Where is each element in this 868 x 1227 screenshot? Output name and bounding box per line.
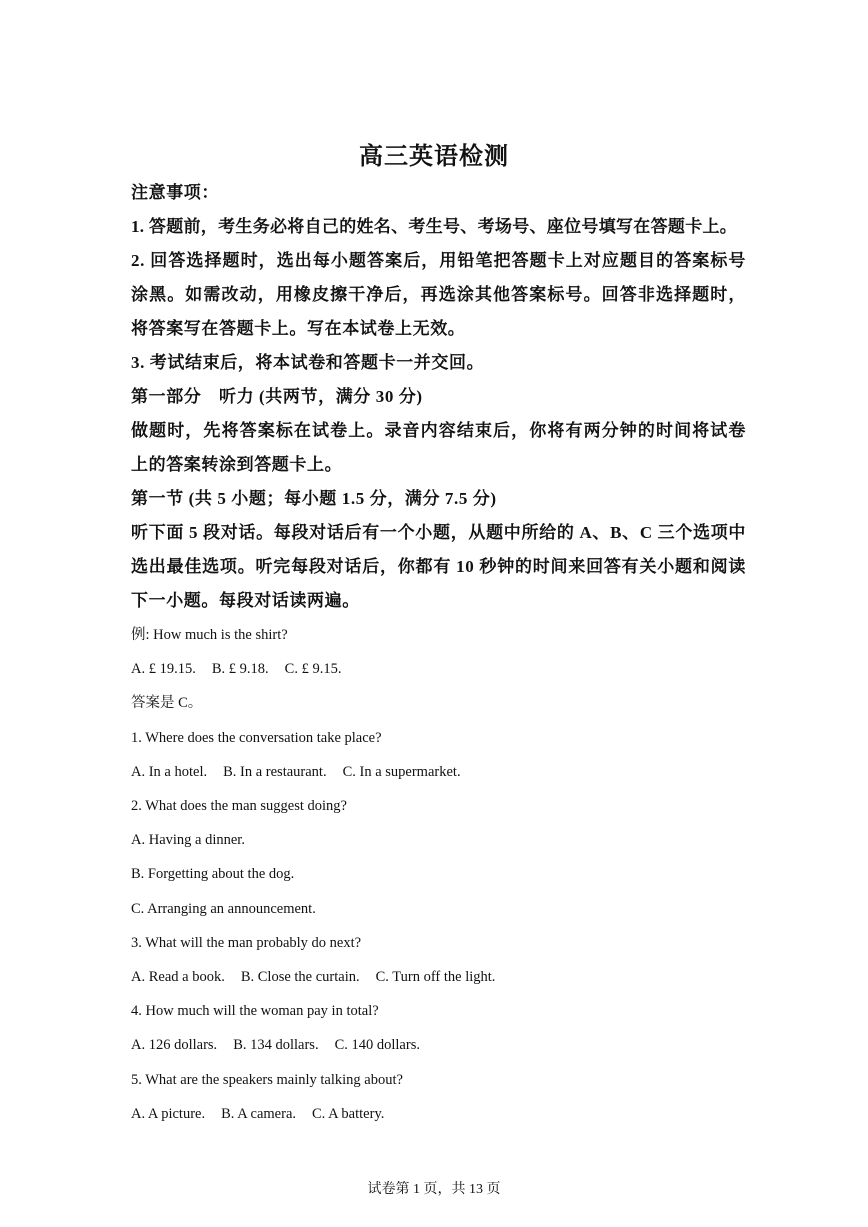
notice-item-1: 1. 答题前，考生务必将自己的姓名、考生号、考场号、座位号填写在答题卡上。	[131, 217, 738, 236]
notice-item-2: 2. 回答选择题时，选出每小题答案后，用铅笔把答题卡上对应题目的答案标号涂黑。如需改动，用橡皮擦干净后，再选涂其他答案标号。回答非选择题时，将答案写在答题卡上。写在本试卷上无效。	[131, 251, 746, 338]
option-a: A. Read a book.	[131, 969, 225, 986]
option-a: A. £ 19.15.	[131, 661, 196, 678]
option-c: C. A battery.	[312, 1105, 385, 1122]
exam-content	[131, 176, 746, 1131]
option-a: A. 126 dollars.	[131, 1037, 218, 1054]
example-answer: 答案是 C。	[131, 695, 203, 712]
option-b: B. Close the curtain.	[240, 969, 360, 986]
section1-heading: 第一节 (共 5 小题；每小题 1.5 分，满分 7.5 分)	[131, 489, 497, 508]
option-b: B. 134 dollars.	[233, 1037, 319, 1054]
question-5-options	[131, 1097, 746, 1131]
part1-instructions: 做题时，先将答案标在试卷上。录音内容结束后，你将有两分钟的时间将试卷上的答案转涂到答题卡上。	[131, 421, 746, 474]
question-1: 1. Where does the conversation take place?	[131, 729, 382, 746]
notice-heading: 注意事项：	[131, 183, 219, 202]
page-footer: 试卷第 1 页，共 13 页	[367, 1182, 501, 1197]
question-4-options	[131, 1028, 746, 1062]
section1-instructions: 听下面 5 段对话。每段对话后有一个小题，从题中所给的 A、B、C 三个选项中选出最佳选项。听完每段对话后，你都有 10 秒钟的时间来回答有关小题和阅读下一小题。每段对话读两遍。	[131, 523, 746, 610]
option-c: C. In a supermarket.	[342, 763, 461, 780]
option-c: C. £ 9.15.	[284, 661, 342, 678]
page-title: 高三英语检测	[359, 144, 509, 170]
example-options	[131, 652, 746, 686]
question-2-option-b: B. Forgetting about the dog.	[131, 866, 295, 883]
question-5: 5. What are the speakers mainly talking about?	[131, 1071, 403, 1088]
option-a: A. A picture.	[131, 1105, 206, 1122]
notice-item-3: 3. 考试结束后，将本试卷和答题卡一并交回。	[131, 353, 485, 372]
option-a: A. In a hotel.	[131, 763, 208, 780]
question-2-option-c: C. Arranging an announcement.	[131, 900, 316, 917]
question-1-options	[131, 755, 746, 789]
option-b: B. A camera.	[221, 1105, 297, 1122]
option-b: B. £ 9.18.	[211, 661, 269, 678]
question-3: 3. What will the man probably do next?	[131, 934, 362, 951]
question-3-options	[131, 960, 746, 994]
option-b: B. In a restaurant.	[223, 763, 327, 780]
question-2: 2. What does the man suggest doing?	[131, 798, 347, 815]
option-c: C. Turn off the light.	[375, 969, 496, 986]
part1-heading: 第一部分 听力 (共两节，满分 30 分)	[131, 387, 423, 406]
example-question: 例: How much is the shirt?	[131, 627, 288, 643]
question-2-option-a: A. Having a dinner.	[131, 832, 245, 849]
option-c: C. 140 dollars.	[334, 1037, 420, 1054]
question-4: 4. How much will the woman pay in total?	[131, 1003, 379, 1020]
